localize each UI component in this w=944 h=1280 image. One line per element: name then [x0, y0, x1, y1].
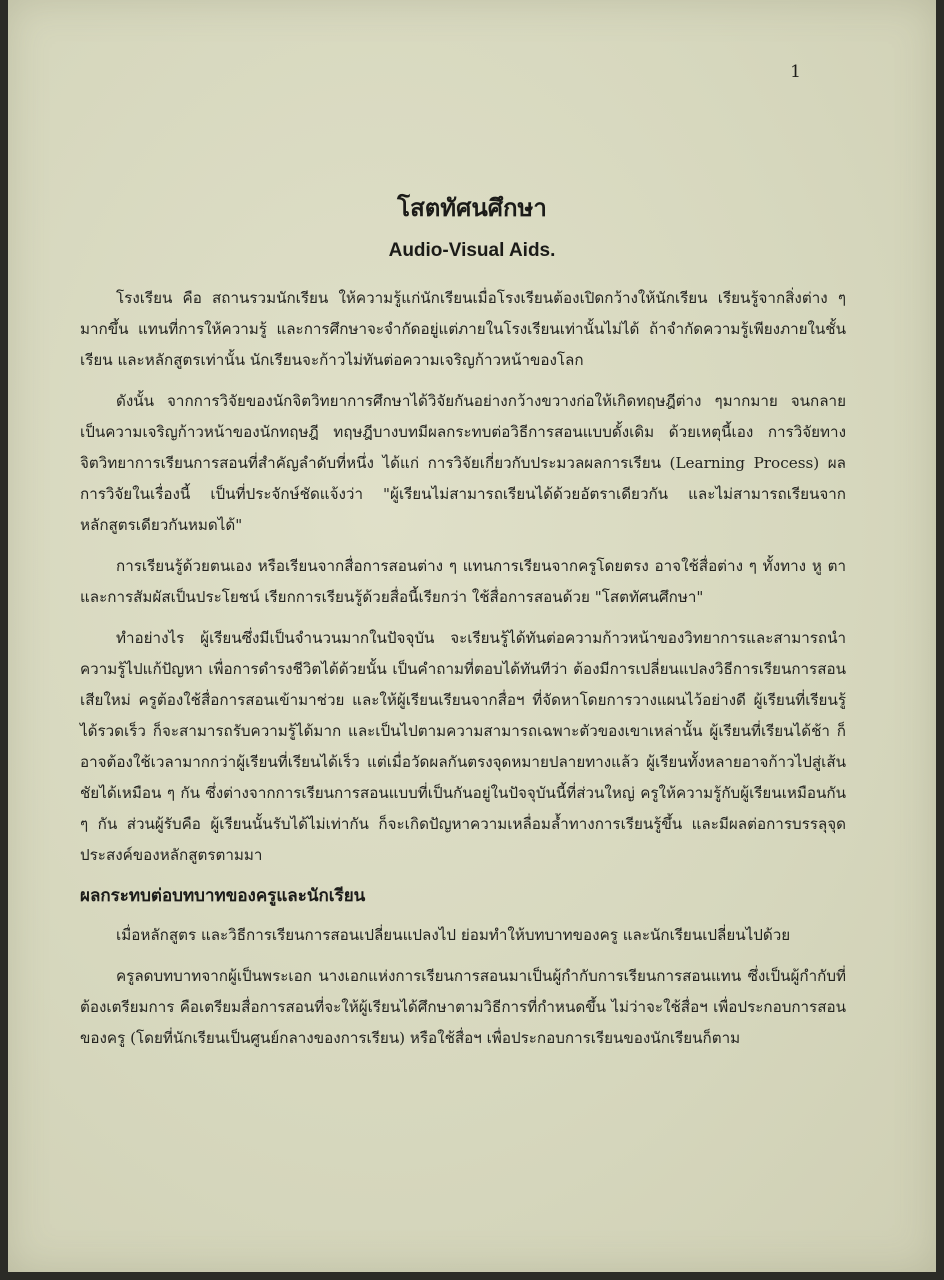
paragraph: การเรียนรู้ด้วยตนเอง หรือเรียนจากสื่อการสอนต่าง ๆ แทนการเรียนจากครูโดยตรง อาจใช้สื่อต่าง ๆ ทั้งทาง หู ตา และการสัมผัสเป็นประโยชน์ เรียกการเรียนรู้ด้วยสื่อนี้เรียกว่า ใช้สื่อการสอนด้วย "โสตทัศนศึกษา" — [80, 557, 846, 606]
paragraph: ดังนั้น จากการวิจัยของนักจิตวิทยาการศึกษาได้วิจัยกันอย่างกว้างขวางก่อให้เกิดทฤษฎีต่าง ๆมากมาย จนกลายเป็นความเจริญก้าวหน้าของนักทฤษฎี ทฤษฎีบางบทมีผลกระทบต่อวิธีการสอนแบบดั้งเดิม ด้วยเหตุนี้เอง การวิจัยทางจิตวิทยาการเรียนการสอนที่สำคัญลำดับที่หนึ่ง ได้แก่ การวิจัยเกี่ยวกับประมวลผลการเรียน (Learning Process) ผลการวิจัยในเรื่องนี้ เป็นที่ประจักษ์ชัดแจ้งว่า "ผู้เรียนไม่สามารถเรียนได้ด้วยอัตราเดียวกัน และไม่สามารถเรียนจากหลักสูตรเดียวกันหมดได้" — [80, 392, 846, 534]
paragraph: เมื่อหลักสูตร และวิธีการเรียนการสอนเปลี่ยนแปลงไป ย่อมทำให้บทบาทของครู และนักเรียนเปลี่ยนไปด้วย — [116, 926, 791, 944]
section-heading: ผลกระทบต่อบทบาทของครูและนักเรียน — [80, 886, 366, 906]
document-subtitle: Audio-Visual Aids. — [388, 240, 556, 261]
document-body — [80, 283, 846, 1064]
paragraph: ทำอย่างไร ผู้เรียนซึ่งมีเป็นจำนวนมากในปัจจุบัน จะเรียนรู้ได้ทันต่อความก้าวหน้าของวิทยาการและสามารถนำความรู้ไปแก้ปัญหา เพื่อการดำรงชีวิตได้ด้วยนั้น เป็นคำถามที่ตอบได้ทันทีว่า ต้องมีการเปลี่ยนแปลงวิธีการเรียนการสอนเสียใหม่ ครูต้องใช้สื่อการสอนเข้ามาช่วย และให้ผู้เรียนเรียนจากสื่อฯ ที่จัดหาโดยการวางแผนไว้อย่างดี ผู้เรียนที่เรียนรู้ได้รวดเร็ว ก็จะสามารถรับความรู้ได้มาก และเป็นไปตามความสามารถเฉพาะตัวของเขาเหล่านั้น ผู้เรียนที่เรียนได้ช้า ก็อาจต้องใช้เวลามากกว่าผู้เรียนที่เรียนได้เร็ว แต่เมื่อวัดผลกันตรงจุดหมายปลายทางแล้ว ผู้เรียนทั้งหลายอาจก้าวไปสู่เส้นชัยได้เหมือน ๆ กัน ซึ่งต่างจากการเรียนการสอนแบบที่เป็นกันอยู่ในปัจจุบันนี้ที่ส่วนใหญ่ ครูให้ความรู้กับผู้เรียนเหมือนกัน ๆ กัน ส่วนผู้รับคือ ผู้เรียนนั้นรับได้ไม่เท่ากัน ก็จะเกิดปัญหาความเหลื่อมล้ำทางการเรียนรู้ขึ้น และมีผลต่อการบรรลุจุดประสงค์ของหลักสูตรตามมา — [80, 629, 846, 864]
paragraph: โรงเรียน คือ สถานรวมนักเรียน ให้ความรู้แก่นักเรียนเมื่อโรงเรียนต้องเปิดกว้างให้นักเรียน เรียนรู้จากสิ่งต่าง ๆ มากขึ้น แทนที่การให้ความรู้ และการศึกษาจะจำกัดอยู่แต่ภายในโรงเรียนเท่านั้นไม่ได้ ถ้าจำกัดความรู้เพียงภายในชั้นเรียน และหลักสูตรเท่านั้น นักเรียนจะก้าวไม่ทันต่อความเจริญก้าวหน้าของโลก — [80, 289, 846, 369]
document-page — [8, 0, 936, 1272]
paragraph: ครูลดบทบาทจากผู้เป็นพระเอก นางเอกแห่งการเรียนการสอนมาเป็นผู้กำกับการเรียนการสอนแทน ซึ่งเป็นผู้กำกับที่ต้องเตรียมการ คือเตรียมสื่อการสอนที่จะให้ผู้เรียนได้ศึกษาตามวิธีการที่กำหนดขึ้น ไม่ว่าจะใช้สื่อฯ เพื่อประกอบการสอนของครู (โดยที่นักเรียนเป็นศูนย์กลางของการเรียน) หรือใช้สื่อฯ เพื่อประกอบการเรียนของนักเรียนก็ตาม — [80, 967, 846, 1047]
page-number: 1 — [790, 62, 801, 82]
document-title: โสตทัศนศึกษา — [397, 193, 547, 222]
